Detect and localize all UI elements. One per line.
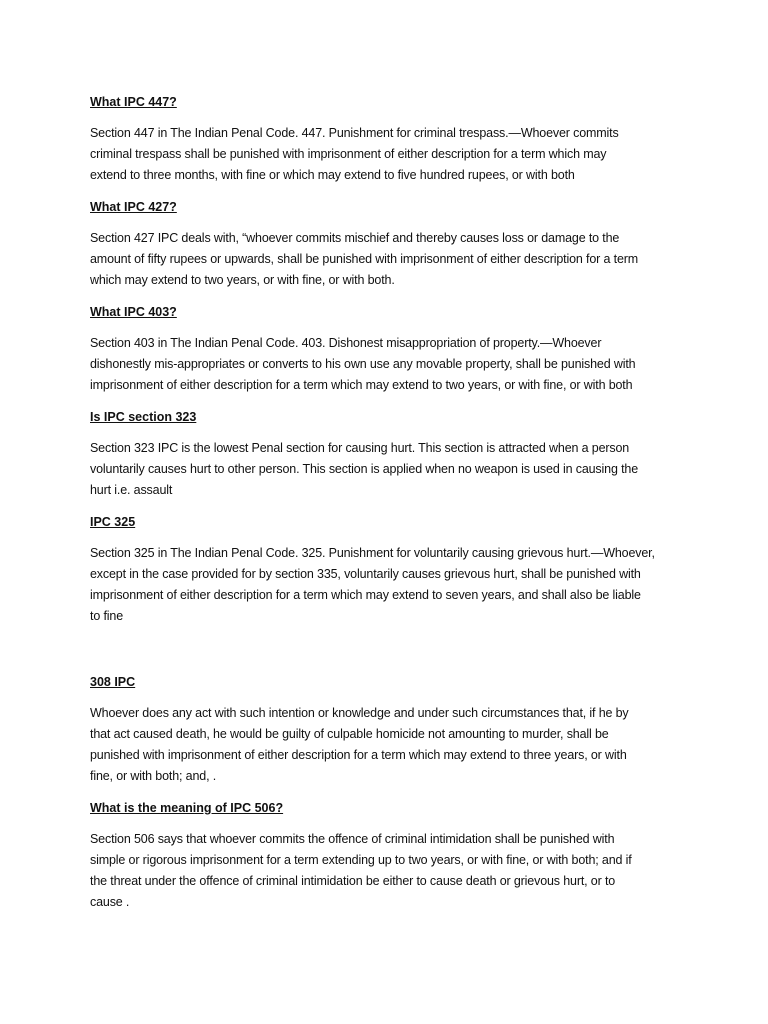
paragraph-line: to fine — [90, 609, 124, 623]
section-ipc-427 — [90, 197, 690, 291]
section-heading: What IPC 447? — [90, 95, 177, 109]
paragraph-line: fine, or with both; and, . — [90, 769, 217, 783]
paragraph-line: that act caused death, he would be guilty of culpable homicide not amounting to murder, shall be — [90, 727, 609, 741]
paragraph-line: Whoever does any act with such intention or knowledge and under such circumstances that, if he by — [90, 706, 629, 720]
section-paragraph — [90, 438, 690, 501]
section-heading: What IPC 427? — [90, 200, 177, 214]
section-paragraph — [90, 333, 690, 396]
paragraph-line: voluntarily causes hurt to other person. This section is applied when no weapon is used in causing the — [90, 462, 639, 476]
section-ipc-447 — [90, 92, 690, 186]
section-heading: What is the meaning of IPC 506? — [90, 801, 284, 815]
section-ipc-403 — [90, 302, 690, 396]
paragraph-line: simple or rigorous imprisonment for a term extending up to two years, or with fine, or with both; and if — [90, 853, 632, 867]
paragraph-line: imprisonment of either description for a term which may extend to two years, or with fine, or with both — [90, 378, 633, 392]
blank-spacer — [90, 638, 690, 672]
paragraph-line: criminal trespass shall be punished with imprisonment of either description for a term which may — [90, 147, 607, 161]
paragraph-line: which may extend to two years, or with fine, or with both. — [90, 273, 395, 287]
paragraph-line: imprisonment of either description for a term which may extend to seven years, and shall also be liable — [90, 588, 641, 602]
paragraph-line: Section 403 in The Indian Penal Code. 403. Dishonest misappropriation of property.—Whoever — [90, 336, 602, 350]
document-page — [90, 92, 690, 924]
paragraph-line: hurt i.e. assault — [90, 483, 173, 497]
paragraph-line: punished with imprisonment of either description for a term which may extend to three years, or with — [90, 748, 627, 762]
section-paragraph — [90, 703, 690, 787]
section-heading: IPC 325 — [90, 515, 136, 529]
paragraph-line: dishonestly mis-appropriates or converts to his own use any movable property, shall be punished with — [90, 357, 636, 371]
section-ipc-323 — [90, 407, 690, 501]
paragraph-line: extend to three months, with fine or which may extend to five hundred rupees, or with both — [90, 168, 575, 182]
section-paragraph — [90, 228, 690, 291]
section-ipc-506 — [90, 798, 690, 913]
paragraph-line: Section 447 in The Indian Penal Code. 447. Punishment for criminal trespass.—Whoever commits — [90, 126, 619, 140]
section-heading: 308 IPC — [90, 675, 136, 689]
section-heading: What IPC 403? — [90, 305, 177, 319]
paragraph-line: amount of fifty rupees or upwards, shall be punished with imprisonment of either description for a term — [90, 252, 639, 266]
paragraph-line: Section 427 IPC deals with, “whoever commits mischief and thereby causes loss or damage to the — [90, 231, 620, 245]
paragraph-line: cause . — [90, 895, 130, 909]
paragraph-line: Section 323 IPC is the lowest Penal section for causing hurt. This section is attracted when a person — [90, 441, 630, 455]
section-ipc-308 — [90, 672, 690, 787]
section-paragraph — [90, 543, 690, 627]
paragraph-line: Section 325 in The Indian Penal Code. 325. Punishment for voluntarily causing grievous hurt.—Whoever, — [90, 546, 655, 560]
section-paragraph — [90, 829, 690, 913]
paragraph-line: the threat under the offence of criminal intimidation be either to cause death or grievous hurt, or to — [90, 874, 616, 888]
section-ipc-325 — [90, 512, 690, 627]
section-heading: Is IPC section 323 — [90, 410, 197, 424]
paragraph-line: except in the case provided for by section 335, voluntarily causes grievous hurt, shall be punished with — [90, 567, 641, 581]
paragraph-line: Section 506 says that whoever commits the offence of criminal intimidation shall be punished with — [90, 832, 615, 846]
section-paragraph — [90, 123, 690, 186]
